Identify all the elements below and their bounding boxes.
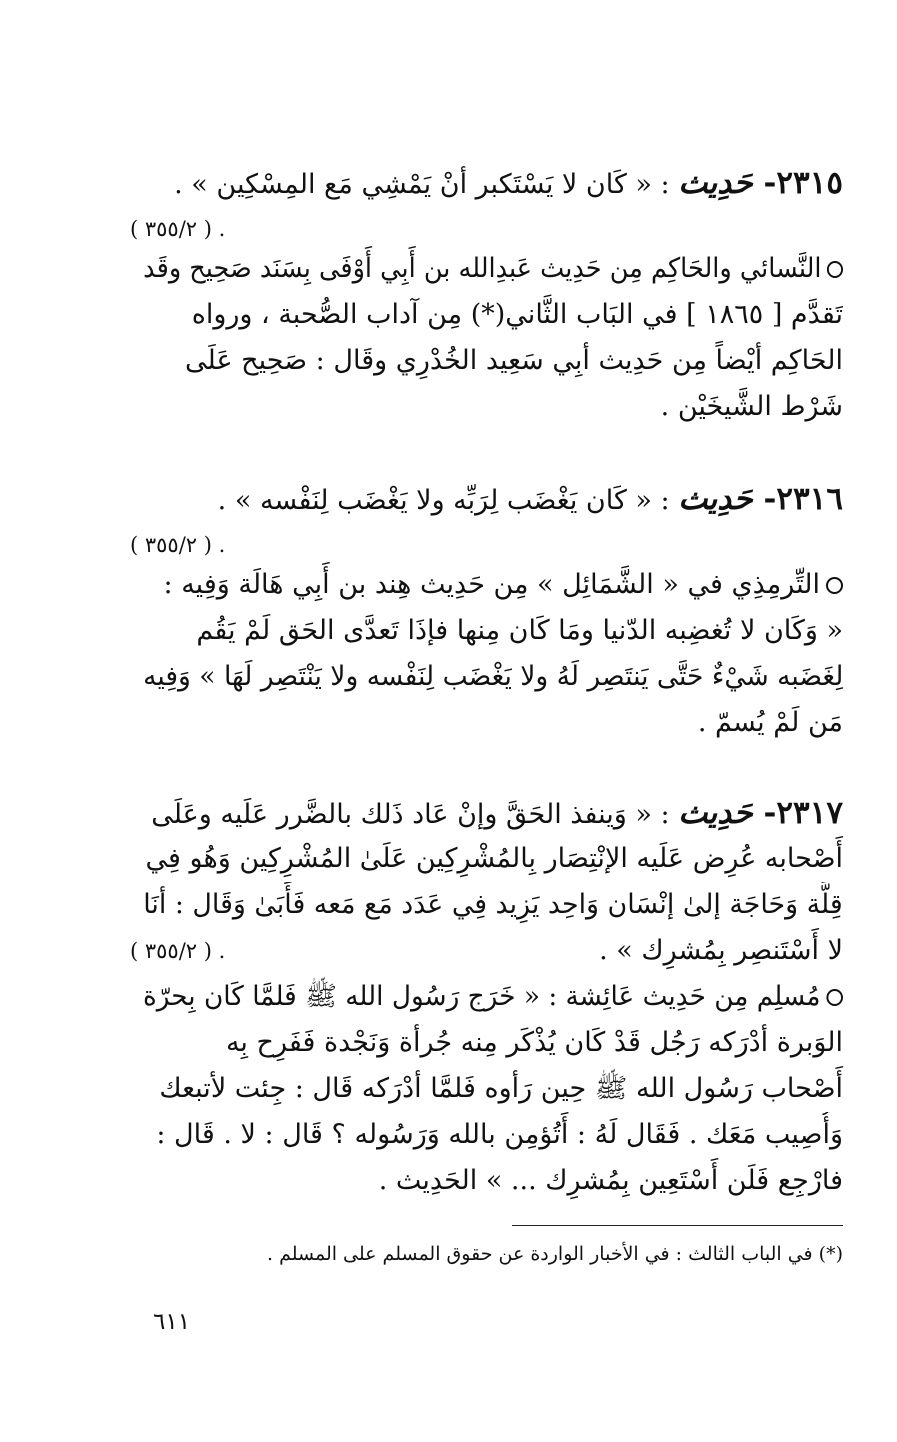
note-text: « وَكَان لا تُغضِبه الدّنيا ومَا كَان مِنها فإذَا تَعدَّى الحَق لَمْ يَقُم	[196, 615, 843, 646]
note-text: مُسلِم مِن حَدِيث عَائِشة : « خَرَج رَسُول الله ﷺ فَلمَّا كَان بِحرّة	[142, 981, 821, 1012]
entry-number: ٢٣١٧-	[752, 795, 843, 831]
note-text: أَصْحاب رَسُول الله ﷺ حِين رَأوه فَلمَّا أدْرَكه قَال : جِئت لأتبعك	[159, 1073, 843, 1104]
hadith-text	[218, 476, 843, 522]
source-reference: . ( ٣٥٥/٢ )	[130, 533, 226, 557]
hadith-main-line	[128, 476, 843, 522]
bullet-circle-icon	[826, 577, 843, 594]
note-text: فارْجِع فَلَن أَسْتَعِين بِمُشرِك ... » الحَدِيث .	[378, 1165, 843, 1196]
footnote: (*) في الباب الثالث : في الأخبار الواردة عن حقوق المسلم على المسلم .	[267, 1243, 843, 1265]
hadith-main-line	[128, 160, 843, 206]
hadith-quote: : « وَينفذ الحَقَّ وإنْ عَاد ذَلك بالضَّرر عَلَيه وعَلَى	[151, 799, 679, 830]
note-line	[128, 292, 843, 338]
hadith-text: لا أَسْتَنصِر بِمُشرِك » .	[599, 935, 843, 966]
hadith-text: قِلَّة وَحَاجَة إلىٰ إنْسَان وَاحِد يَزِيد فِي عَدَد مَع مَعه فَأَبَىٰ وَقَال : أنَا	[143, 889, 843, 920]
note-text: التِّرمِذِي في « الشَّمَائِل » مِن حَدِيث هِند بن أَبِي هَالَة وَفِيه :	[163, 569, 820, 600]
reference-line	[128, 522, 843, 562]
source-reference: . ( ٣٥٥/٢ )	[130, 939, 226, 963]
hadith-keyword: حَدِيث	[678, 795, 753, 831]
note-text: الوَبرة أدْرَكه رَجُل قَدْ كَان يُذْكَر مِنه جُرأة وَنَجْدة فَفَرِح بِه	[225, 1027, 843, 1058]
entry-number: ٢٣١٥-	[752, 165, 843, 201]
note-line	[128, 246, 843, 292]
hadith-main-line	[128, 882, 843, 928]
bullet-circle-icon	[826, 989, 843, 1006]
entry-number: ٢٣١٦-	[752, 481, 843, 517]
hadith-text	[174, 160, 843, 206]
note-line	[128, 384, 843, 430]
source-reference: . ( ٣٥٥/٢ )	[130, 217, 226, 241]
note-line	[128, 654, 843, 700]
hadith-entry-2316	[128, 476, 843, 746]
note-line	[128, 1158, 843, 1204]
note-text: شَرْط الشَّيخَيْن .	[660, 391, 843, 422]
note-line	[128, 338, 843, 384]
hadith-quote: : « كَان يَغْضَب لِرَبِّه ولا يَغْضَب لِنَفْسه » .	[217, 485, 679, 516]
hadith-main-line	[128, 928, 843, 974]
note-line	[128, 608, 843, 654]
note-line	[128, 1020, 843, 1066]
note-text: مَن لَمْ يُسمّ .	[697, 707, 843, 738]
hadith-main-line	[128, 790, 843, 836]
note-text: وَأُصِيب مَعَك . فَقَال لَهُ : أَتُؤمِن بالله وَرَسُوله ؟ قَال : لا . قَال :	[156, 1119, 843, 1150]
footnote-separator	[512, 1225, 843, 1226]
bullet-circle-icon	[827, 261, 843, 278]
hadith-text: أَصْحابه عُرِض عَلَيه الإنْتِصَار بِالمُشْرِكِين عَلَىٰ المُشْرِكِين وَهُو فِي	[145, 843, 843, 874]
page-number: ٦١١	[153, 1309, 191, 1335]
hadith-keyword: حَدِيث	[678, 481, 753, 517]
note-line	[128, 1112, 843, 1158]
hadith-quote: : « كَان لا يَسْتَكبر أنْ يَمْشِي مَع المِسْكِين » .	[174, 169, 679, 200]
note-text: تَقدَّم [ ١٨٦٥ ] في البَاب الثَّاني(*) مِن آداب الصُّحبة ، ورواه	[191, 299, 843, 330]
note-line	[128, 974, 843, 1020]
note-line	[128, 1066, 843, 1112]
note-text: الحَاكِم أيْضاً مِن حَدِيث أبِي سَعِيد الخُدْرِي وقَال : صَحِيح عَلَى	[185, 345, 843, 376]
hadith-entry-2317	[128, 790, 843, 1204]
hadith-entry-2315	[128, 160, 843, 430]
note-text: النَّسائي والحَاكِم مِن حَدِيث عَبدِالله بن أَبِي أَوْفَى بِسَنَد صَحِيح وقَد	[142, 253, 822, 284]
note-line	[128, 700, 843, 746]
note-text: لِغَضَبه شَيْءٌ حَتَّى يَنتَصِر لَهُ ولا يَغْضَب لِنَفْسه ولا يَنْتَصِر لَهَا » وَفِيه	[142, 661, 843, 692]
reference-line	[128, 206, 843, 246]
note-line	[128, 562, 843, 608]
hadith-text	[151, 790, 843, 836]
hadith-keyword: حَدِيث	[678, 165, 753, 201]
hadith-main-line	[128, 836, 843, 882]
